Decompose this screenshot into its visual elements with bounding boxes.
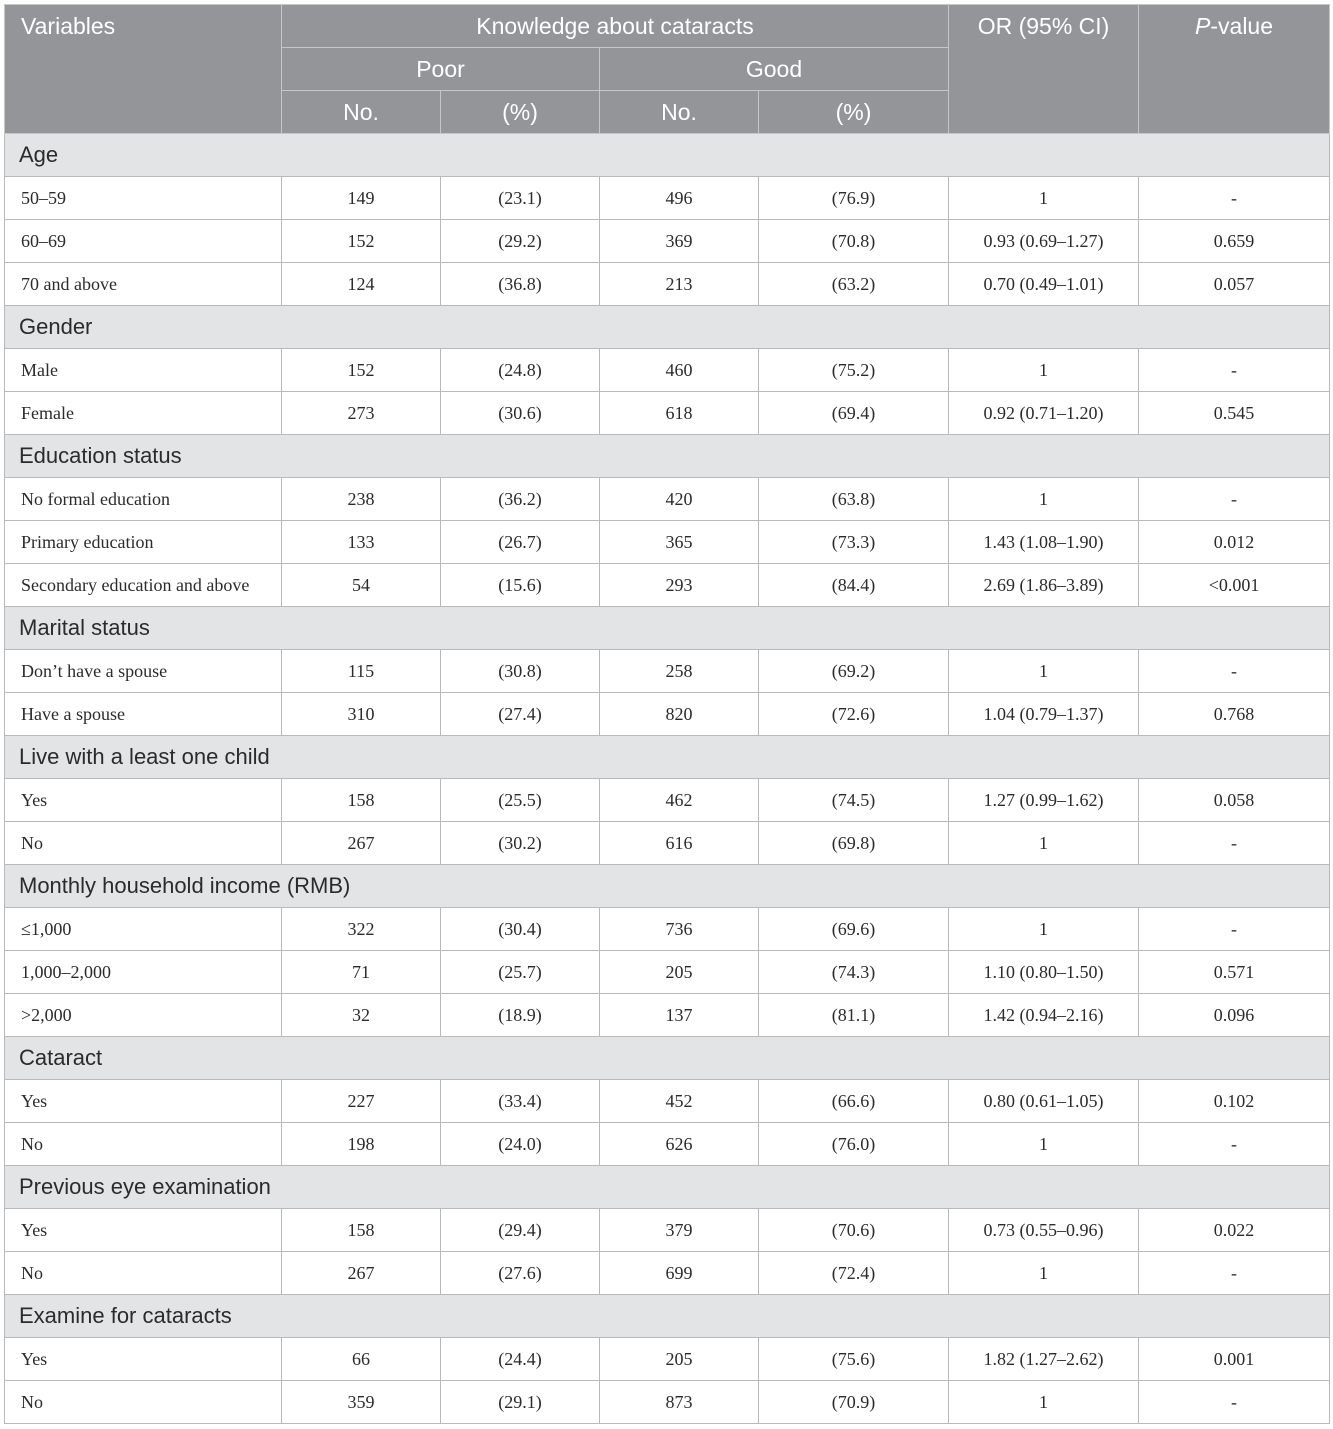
row-label: No [5,1252,282,1295]
poor-percent: (36.2) [441,478,600,521]
section-title: Marital status [5,607,1330,650]
section-row [5,607,1330,650]
table-row [5,521,1330,564]
poor-count: 310 [282,693,441,736]
cataract-knowledge-table [4,4,1330,1424]
row-label: No formal education [5,478,282,521]
row-label: No [5,822,282,865]
table-row [5,220,1330,263]
odds-ratio: 1 [949,650,1139,693]
section-row [5,306,1330,349]
poor-percent: (30.4) [441,908,600,951]
poor-percent: (36.8) [441,263,600,306]
table-row [5,650,1330,693]
good-percent: (70.8) [759,220,949,263]
odds-ratio: 1.43 (1.08–1.90) [949,521,1139,564]
poor-count: 152 [282,220,441,263]
poor-percent: (18.9) [441,994,600,1037]
section-title: Examine for cataracts [5,1295,1330,1338]
table-row [5,1123,1330,1166]
good-count: 137 [600,994,759,1037]
header-poor: Poor [282,48,600,91]
poor-percent: (27.4) [441,693,600,736]
poor-count: 322 [282,908,441,951]
good-count: 258 [600,650,759,693]
poor-count: 152 [282,349,441,392]
good-percent: (70.6) [759,1209,949,1252]
header-p-value [1139,5,1330,134]
good-count: 293 [600,564,759,607]
table-row [5,564,1330,607]
row-label: Female [5,392,282,435]
poor-count: 66 [282,1338,441,1381]
odds-ratio: 1 [949,822,1139,865]
good-count: 460 [600,349,759,392]
row-label: Don’t have a spouse [5,650,282,693]
row-label: 60–69 [5,220,282,263]
poor-percent: (30.2) [441,822,600,865]
section-title: Age [5,134,1330,177]
table-row [5,779,1330,822]
good-percent: (69.6) [759,908,949,951]
good-percent: (69.2) [759,650,949,693]
section-title: Education status [5,435,1330,478]
p-value: 0.058 [1139,779,1330,822]
table-row [5,822,1330,865]
good-percent: (72.6) [759,693,949,736]
section-title: Previous eye examination [5,1166,1330,1209]
poor-count: 267 [282,1252,441,1295]
row-label: 1,000–2,000 [5,951,282,994]
good-percent: (74.3) [759,951,949,994]
good-count: 205 [600,1338,759,1381]
header-good-pct: (%) [759,91,949,134]
p-value: - [1139,177,1330,220]
good-count: 452 [600,1080,759,1123]
section-title: Monthly household income (RMB) [5,865,1330,908]
p-value: - [1139,349,1330,392]
table-row [5,951,1330,994]
p-value: 0.022 [1139,1209,1330,1252]
poor-percent: (15.6) [441,564,600,607]
p-value: - [1139,478,1330,521]
good-percent: (69.8) [759,822,949,865]
header-good-no: No. [600,91,759,134]
poor-count: 32 [282,994,441,1037]
poor-count: 149 [282,177,441,220]
odds-ratio: 1 [949,349,1139,392]
poor-count: 115 [282,650,441,693]
row-label: ≤1,000 [5,908,282,951]
odds-ratio: 1.10 (0.80–1.50) [949,951,1139,994]
p-value: 0.001 [1139,1338,1330,1381]
poor-count: 238 [282,478,441,521]
poor-percent: (24.0) [441,1123,600,1166]
poor-count: 158 [282,1209,441,1252]
p-value: 0.057 [1139,263,1330,306]
odds-ratio: 1 [949,1123,1139,1166]
section-row [5,1166,1330,1209]
p-value: <0.001 [1139,564,1330,607]
good-count: 379 [600,1209,759,1252]
section-row [5,134,1330,177]
row-label: 50–59 [5,177,282,220]
header-good: Good [600,48,949,91]
odds-ratio: 0.92 (0.71–1.20) [949,392,1139,435]
table-row [5,478,1330,521]
good-count: 496 [600,177,759,220]
row-label: Yes [5,1209,282,1252]
row-label: No [5,1123,282,1166]
poor-percent: (24.8) [441,349,600,392]
section-title: Cataract [5,1037,1330,1080]
good-percent: (70.9) [759,1381,949,1424]
p-value: 0.545 [1139,392,1330,435]
p-value: 0.096 [1139,994,1330,1037]
table-row [5,392,1330,435]
good-count: 369 [600,220,759,263]
odds-ratio: 2.69 (1.86–3.89) [949,564,1139,607]
p-value: - [1139,650,1330,693]
odds-ratio: 1.42 (0.94–2.16) [949,994,1139,1037]
good-percent: (73.3) [759,521,949,564]
p-value: - [1139,1252,1330,1295]
header-poor-no: No. [282,91,441,134]
odds-ratio: 1 [949,1381,1139,1424]
header-poor-pct: (%) [441,91,600,134]
section-title: Live with a least one child [5,736,1330,779]
table-row [5,1209,1330,1252]
table-header [5,5,1330,134]
row-label: 70 and above [5,263,282,306]
poor-percent: (30.8) [441,650,600,693]
good-count: 699 [600,1252,759,1295]
good-percent: (72.4) [759,1252,949,1295]
table-row [5,1252,1330,1295]
good-count: 736 [600,908,759,951]
good-count: 873 [600,1381,759,1424]
poor-percent: (23.1) [441,177,600,220]
odds-ratio: 1 [949,177,1139,220]
header-p-italic: P [1195,13,1211,39]
poor-count: 198 [282,1123,441,1166]
table-row [5,1338,1330,1381]
table-row [5,263,1330,306]
header-knowledge: Knowledge about cataracts [282,5,949,48]
poor-count: 71 [282,951,441,994]
good-count: 616 [600,822,759,865]
table-row [5,994,1330,1037]
odds-ratio: 0.70 (0.49–1.01) [949,263,1139,306]
row-label: Have a spouse [5,693,282,736]
good-count: 618 [600,392,759,435]
odds-ratio: 1.04 (0.79–1.37) [949,693,1139,736]
row-label: Male [5,349,282,392]
section-title: Gender [5,306,1330,349]
p-value: 0.571 [1139,951,1330,994]
poor-count: 267 [282,822,441,865]
row-label: No [5,1381,282,1424]
odds-ratio: 1.27 (0.99–1.62) [949,779,1139,822]
poor-percent: (25.7) [441,951,600,994]
header-variables: Variables [5,5,282,134]
p-value: 0.102 [1139,1080,1330,1123]
row-label: >2,000 [5,994,282,1037]
table-row [5,1381,1330,1424]
good-count: 420 [600,478,759,521]
poor-count: 273 [282,392,441,435]
poor-percent: (29.4) [441,1209,600,1252]
header-or: OR (95% CI) [949,5,1139,134]
odds-ratio: 1 [949,908,1139,951]
table-row [5,908,1330,951]
good-count: 205 [600,951,759,994]
poor-percent: (29.1) [441,1381,600,1424]
table-row [5,693,1330,736]
good-percent: (69.4) [759,392,949,435]
good-count: 462 [600,779,759,822]
table-row [5,349,1330,392]
row-label: Primary education [5,521,282,564]
section-row [5,736,1330,779]
section-row [5,435,1330,478]
poor-percent: (33.4) [441,1080,600,1123]
good-percent: (75.2) [759,349,949,392]
p-value: - [1139,908,1330,951]
good-count: 626 [600,1123,759,1166]
poor-percent: (30.6) [441,392,600,435]
good-percent: (84.4) [759,564,949,607]
good-percent: (75.6) [759,1338,949,1381]
good-percent: (74.5) [759,779,949,822]
poor-percent: (26.7) [441,521,600,564]
row-label: Yes [5,1080,282,1123]
good-percent: (63.8) [759,478,949,521]
header-p-rest: -value [1210,13,1274,39]
p-value: 0.768 [1139,693,1330,736]
odds-ratio: 1.82 (1.27–2.62) [949,1338,1139,1381]
good-percent: (66.6) [759,1080,949,1123]
poor-percent: (29.2) [441,220,600,263]
poor-percent: (27.6) [441,1252,600,1295]
p-value: - [1139,822,1330,865]
odds-ratio: 0.73 (0.55–0.96) [949,1209,1139,1252]
poor-count: 227 [282,1080,441,1123]
p-value: - [1139,1123,1330,1166]
poor-count: 124 [282,263,441,306]
section-row [5,865,1330,908]
section-row [5,1037,1330,1080]
poor-count: 158 [282,779,441,822]
odds-ratio: 0.93 (0.69–1.27) [949,220,1139,263]
table-body [5,134,1330,1424]
poor-count: 359 [282,1381,441,1424]
row-label: Secondary education and above [5,564,282,607]
p-value: 0.012 [1139,521,1330,564]
odds-ratio: 1 [949,478,1139,521]
good-percent: (81.1) [759,994,949,1037]
odds-ratio: 1 [949,1252,1139,1295]
poor-percent: (24.4) [441,1338,600,1381]
good-count: 365 [600,521,759,564]
table-row [5,177,1330,220]
table-row [5,1080,1330,1123]
p-value: - [1139,1381,1330,1424]
good-percent: (63.2) [759,263,949,306]
odds-ratio: 0.80 (0.61–1.05) [949,1080,1139,1123]
row-label: Yes [5,1338,282,1381]
section-row [5,1295,1330,1338]
row-label: Yes [5,779,282,822]
good-count: 213 [600,263,759,306]
p-value: 0.659 [1139,220,1330,263]
good-percent: (76.9) [759,177,949,220]
poor-percent: (25.5) [441,779,600,822]
poor-count: 54 [282,564,441,607]
poor-count: 133 [282,521,441,564]
good-count: 820 [600,693,759,736]
good-percent: (76.0) [759,1123,949,1166]
